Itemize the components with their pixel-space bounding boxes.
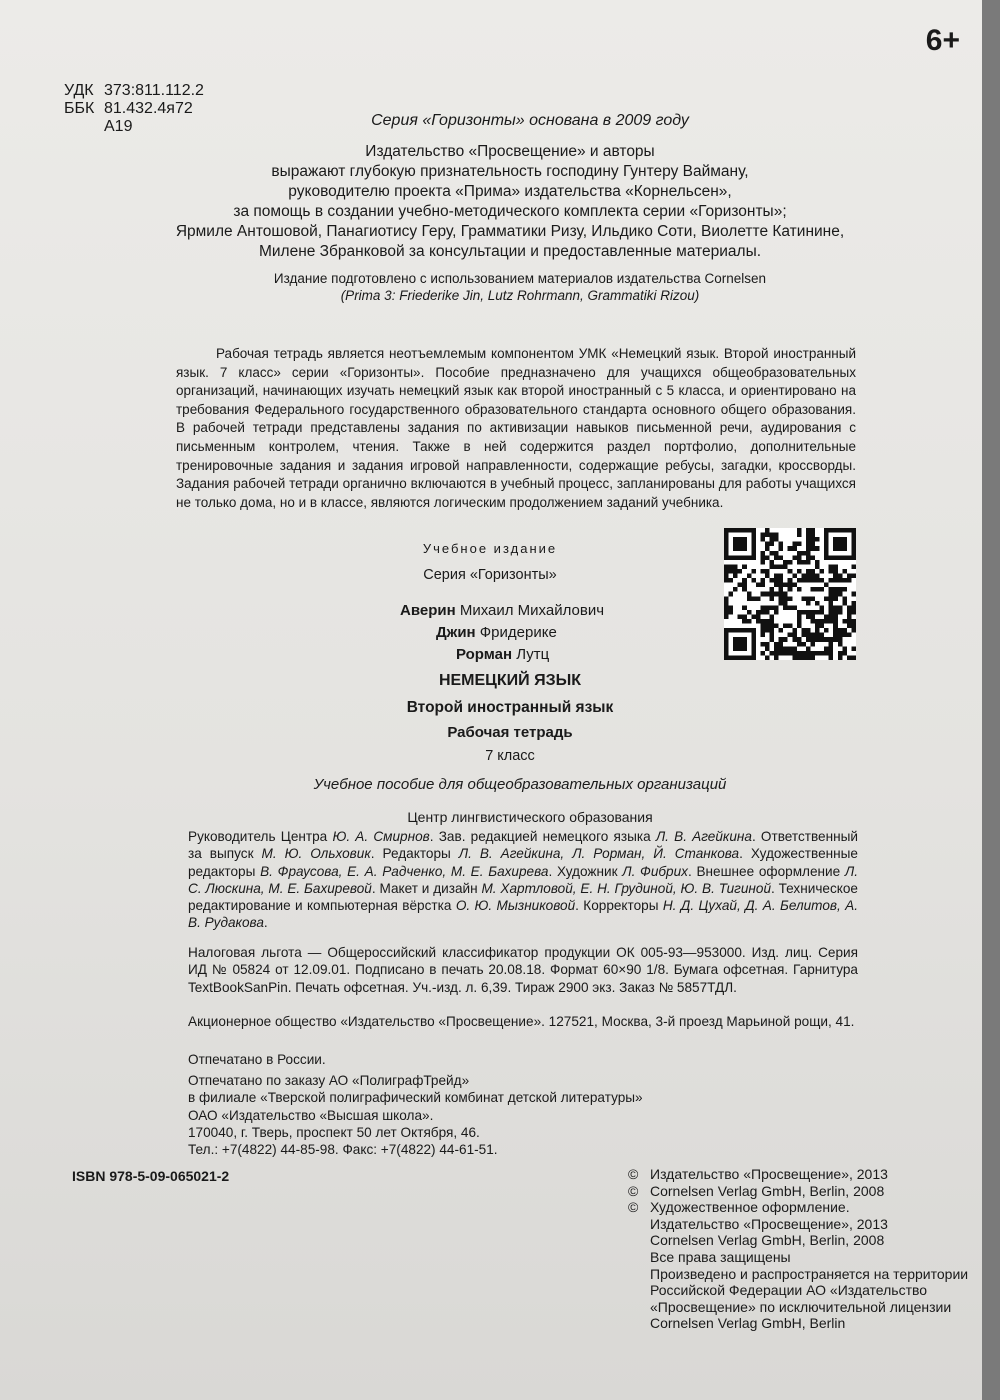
credit-role: . Ответственный за выпуск: [188, 829, 858, 862]
credit-person: О. Ю. Мызниковой: [455, 898, 576, 914]
udk-code: 373:811.112.2: [104, 82, 204, 99]
credit-role: . Художник: [548, 863, 623, 879]
copyright-text: Издательство «Просвещение», 2013: [650, 1166, 888, 1182]
bbk-label: ББК: [64, 100, 95, 117]
license-line: Произведено и распространяется на территории: [650, 1265, 969, 1282]
purpose: Учебное пособие для общеобразовательных организаций: [313, 776, 727, 793]
copyright-symbol: ©: [628, 1166, 639, 1182]
copyright-text: Cornelsen Verlag GmbH, Berlin, 2008: [650, 1182, 885, 1199]
author-name: Михаил Михайлович: [459, 602, 605, 619]
center-name: Центр лингвистического образования: [407, 809, 653, 825]
credit-person: Ю. А. Смирнов: [332, 829, 430, 844]
book-kind: Рабочая тетрадь: [447, 724, 573, 741]
author-surname: Джин: [436, 624, 476, 641]
author-3: [400, 644, 604, 666]
ack-line: Издательство «Просвещение» и авторы: [365, 143, 655, 160]
bbk-code: 81.432.4я72: [104, 100, 193, 117]
printer-line: 170040, г. Тверь, проспект 50 лет Октября, 46.: [188, 1124, 480, 1140]
grade: 7 класс: [485, 748, 535, 764]
credit-person: Л. С. Люскина, М. Е. Бахиревой: [188, 863, 859, 896]
edition-type-text: Учебное издание: [422, 541, 558, 556]
ack-line: Ярмиле Антошовой, Панагиотису Геру, Грамматики Ризу, Ильдико Соти, Виолетте Катинине,: [175, 223, 845, 240]
credit-role: . Внешнее оформление: [687, 863, 845, 879]
book-subtitle: Второй иностранный язык: [406, 699, 614, 716]
license-line: «Просвещение» по исключительной лицензии: [650, 1298, 952, 1315]
udk-label: УДК: [64, 82, 94, 99]
credit-role: . Редакторы: [370, 846, 459, 862]
author-1: [400, 600, 604, 622]
printer-info: [188, 1072, 858, 1158]
printed-in: Отпечатано в России.: [188, 1052, 326, 1067]
series-founded: Серия «Горизонты» основана в 2009 году: [371, 112, 689, 129]
credit-role: . Техническое редактирование и компьютерная вёрстка: [188, 880, 858, 914]
license-line: Cornelsen Verlag GmbH, Berlin: [650, 1315, 846, 1332]
copyright-line: [628, 1199, 968, 1216]
credit-person: М. Хартловой, Е. Н. Грудиной, Ю. В. Тигиной: [481, 880, 772, 896]
printer-line: ОАО «Издательство «Высшая школа».: [188, 1107, 434, 1123]
author-2: [400, 622, 604, 644]
copyright-block: [628, 1166, 968, 1332]
printer-line: Отпечатано по заказу АО «ПолиграфТрейд»: [188, 1073, 470, 1088]
copyright-line: Издательство «Просвещение», 2013: [650, 1215, 888, 1232]
series-name: Серия «Горизонты»: [423, 567, 557, 583]
credit-person: Л. В. Агейкина: [655, 829, 752, 844]
publisher-address: Акционерное общество «Издательство «Просвещение». 127521, Москва, 3-й проезд Марьиной рощи, 41.: [188, 1014, 855, 1029]
abstract-text: Рабочая тетрадь является неотъемлемым компонентом УМК «Немецкий язык. Второй иностранный язык. 7 класс» серии «Горизонты». Пособие предназначено для учащихся общеобразовательных организаций, начинающих изучать немецкий язык как второй иностранный с 5 класса, и ориентировано на требования Федерального государственного образовательного стандарта основного общего образования. В рабочей тетради представлены задания по активизации навыков письменной речи, аудирования с письменным контролем, чтения. Также в ней содержится раздел портфолио, дополнительные тренировочные задания и задания игровой направленности, содержащие ребусы, загадки, кроссворды. Задания рабочей тетради органично включаются в учебный процесс, запланированы для работы учащихся не только дома, но и в классе, являются логическим продолжением заданий учебника.: [176, 346, 856, 510]
ack-line: выражают глубокую признательность господину Гунтеру Вайману,: [271, 163, 749, 180]
ack-line: Милене Збранковой за консультации и предоставленные материалы.: [258, 243, 762, 260]
credit-role: . Художественные редакторы: [188, 846, 858, 879]
credit-role: .: [263, 915, 268, 931]
credit-person: М. Ю. Ольховик: [261, 846, 371, 862]
author-surname: Аверин: [400, 602, 456, 619]
credit-role: . Зав. редакцией немецкого языка: [429, 829, 656, 844]
copyright-text: Художественное оформление.: [650, 1199, 850, 1216]
age-rating: 6+: [925, 24, 960, 57]
credit-person: Н. Д. Цухай, Д. А. Белитов, А. В. Рудакова: [188, 898, 858, 931]
source-note-line1: Издание подготовлено с использованием материалов издательства Cornelsen: [273, 271, 767, 286]
author-surname: Рорман: [456, 646, 513, 663]
credit-role: . Макет и дизайн: [371, 880, 482, 896]
authors: [400, 600, 604, 666]
source-note-line2: (Prima 3: Friederike Jin, Lutz Rohrmann, Grammatiki Rizou): [340, 288, 700, 303]
qr-code: [724, 528, 856, 660]
author-name: Фридерике: [479, 624, 557, 641]
copyright-line: [628, 1166, 968, 1183]
copyright-symbol: ©: [628, 1182, 639, 1199]
book-title: НЕМЕЦКИЙ ЯЗЫК: [438, 672, 582, 689]
isbn: ISBN 978-5-09-065021-2: [72, 1168, 230, 1184]
printer-line: в филиале «Тверской полиграфический комбинат детской литературы»: [188, 1090, 643, 1106]
source-note: [20, 270, 1000, 304]
copyright-symbol: ©: [628, 1199, 639, 1216]
credit-person: Л. В. Агейкина, Л. Рорман, Й. Станкова: [458, 846, 740, 862]
tax-info: Налоговая льгота — Общероссийский классификатор продукции ОК 005-93—953000. Изд. лиц. Серия ИД № 05824 от 12.09.01. Подписано в печать 20.08.18. Формат 60×90 1/8. Бумага офсетная. Гарнитура TextBookSanPin. Печать офсетная. Уч.-изд. л. 6,39. Тираж 2900 экз. Заказ № 5857ТДЛ.: [188, 945, 858, 995]
author-name: Лутц: [516, 646, 550, 663]
copyright-line: [628, 1183, 968, 1200]
ack-line: за помощь в создании учебно-методического комплекта серии «Горизонты»;: [233, 203, 787, 220]
credit-person: В. Фраусова, Е. А. Радченко, М. Е. Бахирева: [260, 863, 549, 879]
abstract: [176, 345, 856, 512]
copyright-line: Все права защищены: [650, 1248, 791, 1265]
credit-role: . Корректоры: [575, 898, 663, 914]
copyright-line: Cornelsen Verlag GmbH, Berlin, 2008: [650, 1232, 885, 1249]
license-line: Российской Федерации АО «Издательство: [650, 1282, 928, 1299]
credits: [188, 828, 858, 932]
acknowledgements: [10, 142, 1000, 262]
credit-role: Руководитель Центра: [188, 829, 333, 844]
ack-line: руководителю проекта «Прима» издательства «Корнельсен»,: [288, 183, 732, 200]
credit-person: Л. Фибрих: [622, 863, 688, 879]
author-mark: А19: [104, 118, 133, 135]
printer-line: Тел.: +7(4822) 44-85-98. Факс: +7(4822) 44-61-51.: [188, 1142, 498, 1158]
